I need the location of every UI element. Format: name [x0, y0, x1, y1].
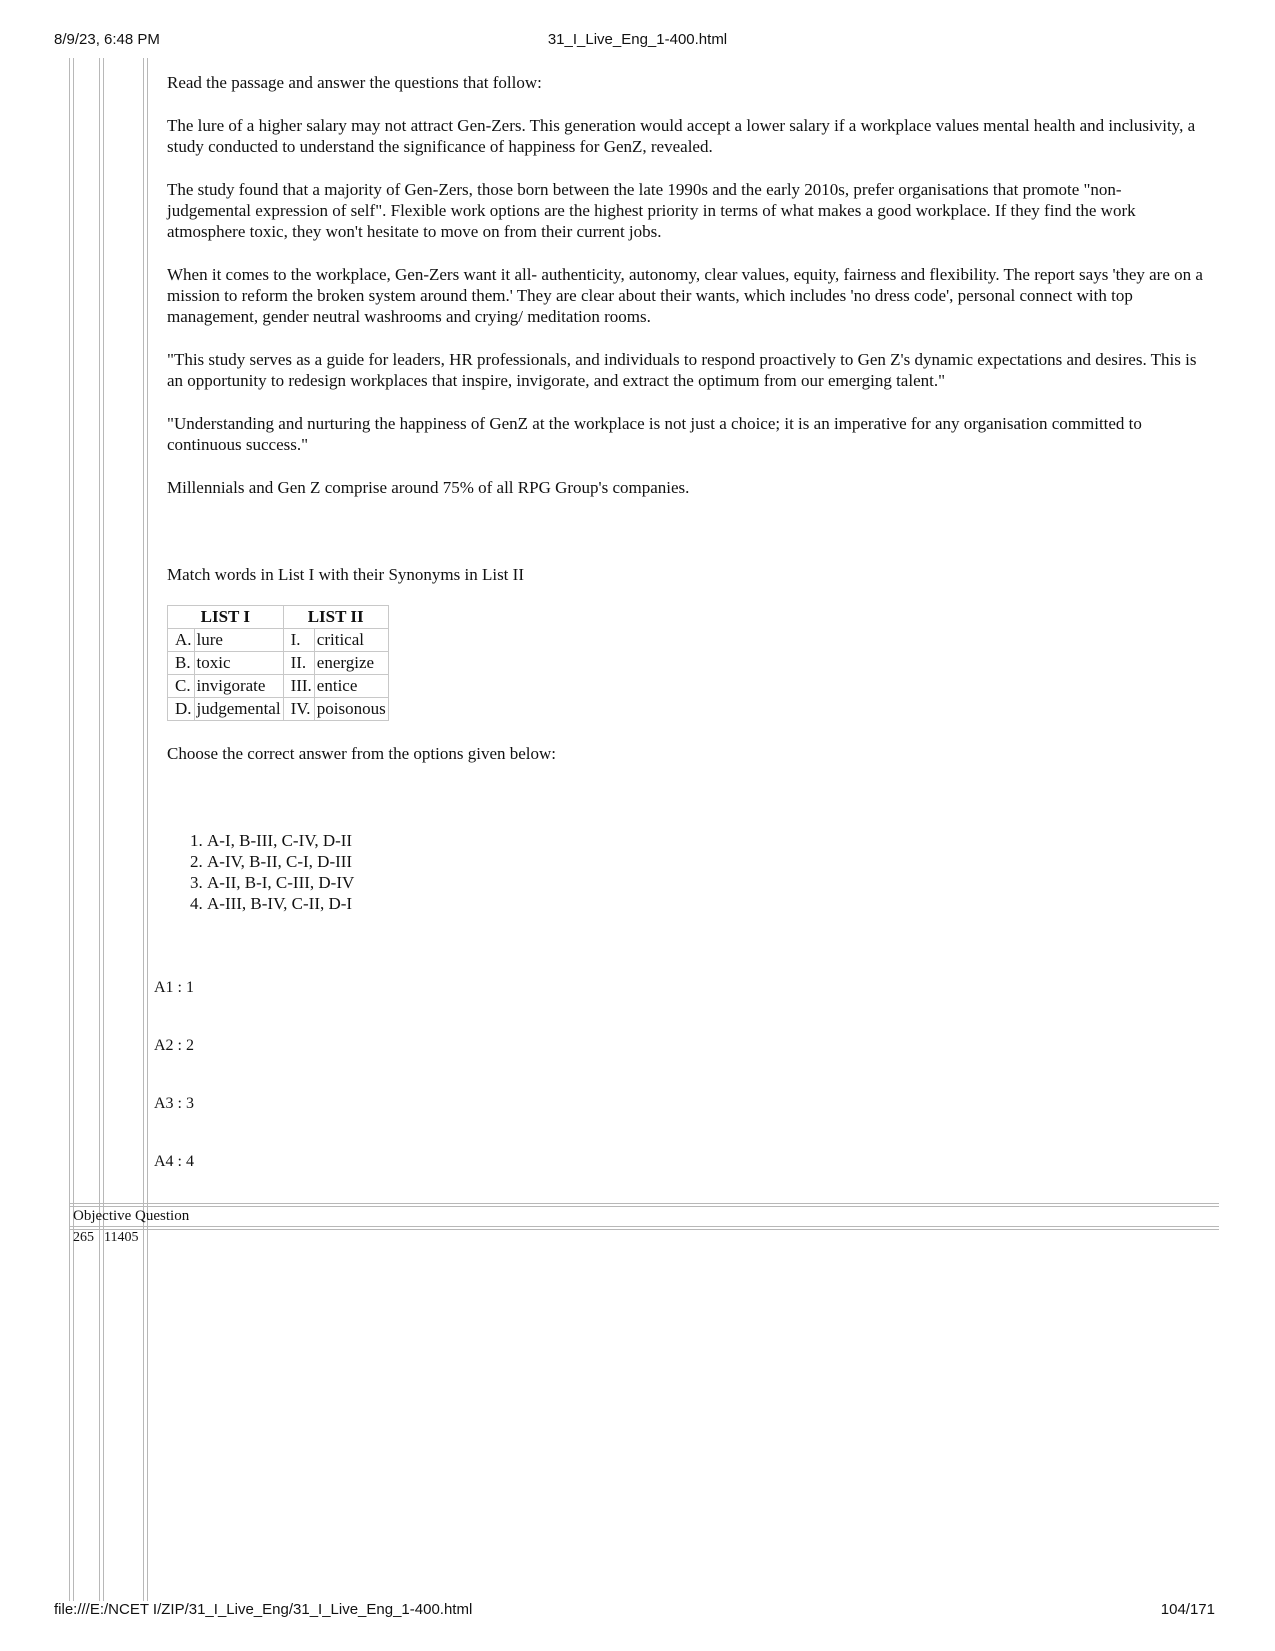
- table-row: A. lure I. critical: [168, 629, 389, 652]
- passage-paragraph: "Understanding and nurturing the happiness of GenZ at the workplace is not just a choice; it is an imperative for any organisation committed to continuous success.": [167, 414, 1142, 454]
- question-id: 11405: [104, 1230, 139, 1245]
- objective-question-label: Objective Question: [73, 1208, 190, 1224]
- option-item: 4. A-III, B-IV, C-II, D-I: [207, 893, 1207, 914]
- passage-instruction: Read the passage and answer the questions that follow:: [167, 73, 542, 92]
- answer-4: A4 : 4: [154, 1153, 194, 1170]
- passage-paragraph: Millennials and Gen Z comprise around 75% of all RPG Group's companies.: [167, 478, 690, 497]
- question-content: [167, 72, 1207, 914]
- frame-line: [69, 58, 70, 1601]
- print-page-number: 104/171: [1160, 1601, 1215, 1618]
- passage-paragraph: When it comes to the workplace, Gen-Zers want it all- authenticity, autonomy, clear values, equity, fairness and flexibility. The report says 'they are on a mission to reform the broken system around them.' They are clear about their wants, which includes 'no dress code', personal connect with top management, gender neutral washrooms and crying/ meditation rooms.: [167, 265, 1203, 326]
- frame-line: [147, 58, 148, 1601]
- print-file-path: file:///E:/NCET I/ZIP/31_I_Live_Eng/31_I_Live_Eng_1-400.html: [54, 1601, 473, 1618]
- print-title: 31_I_Live_Eng_1-400.html: [547, 31, 728, 48]
- question-serial: 265: [73, 1230, 94, 1245]
- frame-line: [143, 58, 144, 1601]
- frame-line: [103, 58, 104, 1601]
- passage-paragraph: The lure of a higher salary may not attract Gen-Zers. This generation would accept a lower salary if a workplace values mental health and inclusivity, a study conducted to understand the significance of happiness for GenZ, revealed.: [167, 116, 1196, 156]
- table-row: D. judgemental IV. poisonous: [168, 698, 389, 721]
- answer-2: A2 : 2: [154, 1037, 194, 1054]
- option-item: 2. A-IV, B-II, C-I, D-III: [207, 851, 1207, 872]
- table-row: B. toxic II. energize: [168, 652, 389, 675]
- option-item: 3. A-II, B-I, C-III, D-IV: [207, 872, 1207, 893]
- answer-3: A3 : 3: [154, 1095, 194, 1112]
- answer-1: A1 : 1: [154, 979, 194, 996]
- list-two-header: LIST II: [283, 606, 388, 629]
- frame-line: [73, 58, 74, 1601]
- option-item: 1. A-I, B-III, C-IV, D-II: [207, 830, 1207, 851]
- row-divider: [70, 1206, 1219, 1207]
- row-divider: [70, 1203, 1219, 1204]
- question-prompt: Match words in List I with their Synonyms in List II: [167, 565, 524, 584]
- frame-line: [99, 58, 100, 1601]
- passage-paragraph: "This study serves as a guide for leaders, HR professionals, and individuals to respond proactively to Gen Z's dynamic expectations and desires. This is an opportunity to redesign workplaces that inspire, invigorate, and extract the optimum from our emerging talent.": [167, 350, 1197, 390]
- list-one-header: LIST I: [168, 606, 284, 629]
- row-divider: [70, 1229, 1219, 1230]
- print-datetime: 8/9/23, 6:48 PM: [54, 31, 160, 48]
- options-list: [167, 830, 1207, 914]
- choose-instruction: Choose the correct answer from the options given below:: [167, 744, 557, 763]
- match-table: [167, 605, 389, 721]
- table-row: C. invigorate III. entice: [168, 675, 389, 698]
- row-divider: [70, 1226, 1219, 1227]
- passage-paragraph: The study found that a majority of Gen-Zers, those born between the late 1990s and the early 2010s, prefer organisations that promote "non- judgemental expression of self". Flexible work options are the highest priority in terms of what makes a good workplace. If they find the work atmosphere toxic, they won't hesitate to move on from their current jobs.: [167, 180, 1136, 241]
